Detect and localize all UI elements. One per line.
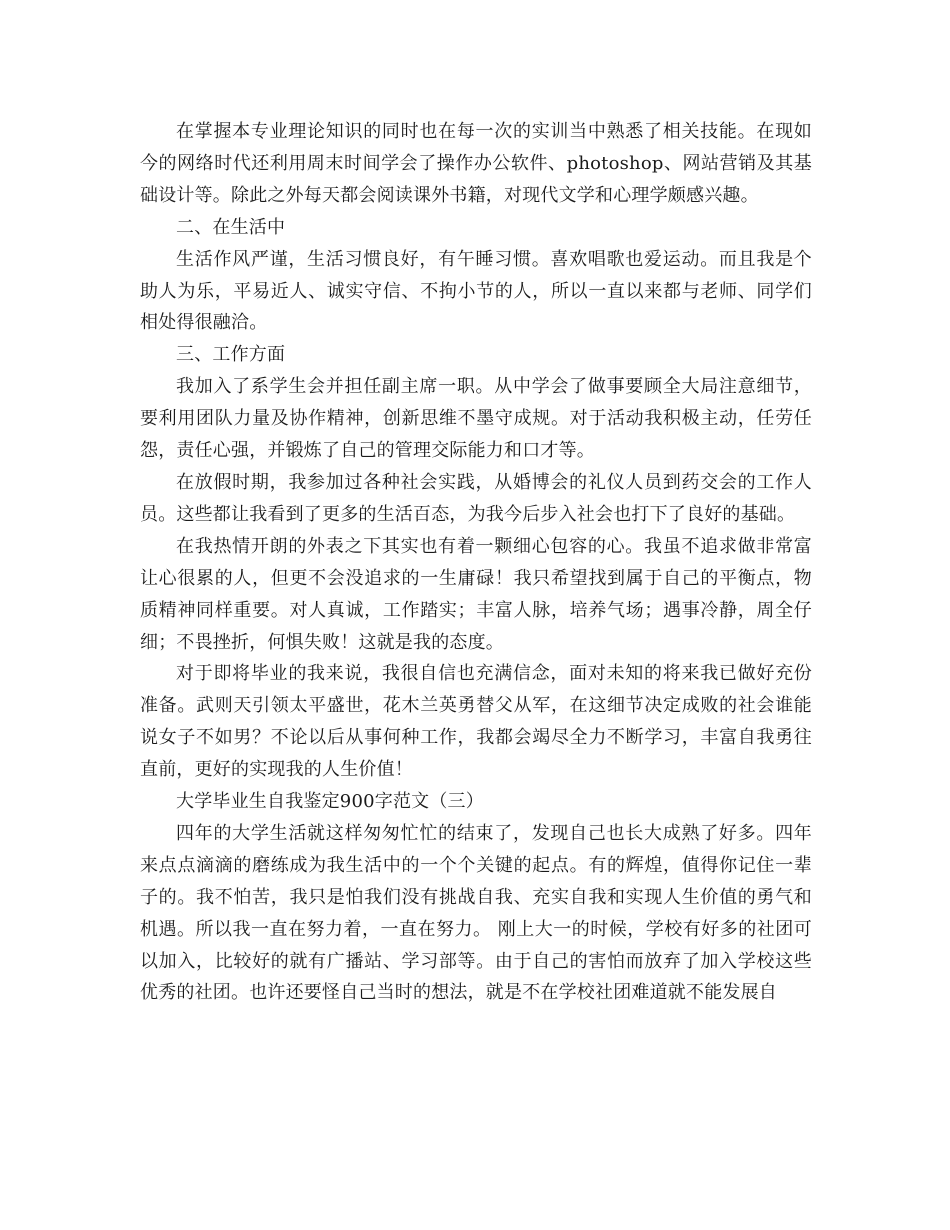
- paragraph-student-union: 我加入了系学生会并担任副主席一职。从中学会了做事要顾全大局注意细节，要利用团队力量及协作精神，创新思维不墨守成规。对于活动我积极主动，任劳任怨，责任心强，并锻炼了自己的管理交际能力和口才等。: [140, 376, 812, 462]
- section-heading-life: 二、在生活中: [176, 216, 286, 238]
- document-body: [140, 116, 812, 1009]
- paragraph-social-practice: 在放假时期，我参加过各种社会实践，从婚博会的礼仪人员到药交会的工作人员。这些都让我看到了更多的生活百态，为我今后步入社会也打下了良好的基础。: [140, 471, 812, 525]
- paragraph-graduation: 对于即将毕业的我来说，我很自信也充满信念，面对未知的将来我已做好充份准备。武则天引领太平盛世，花木兰英勇替父从军，在这细节决定成败的社会谁能说女子不如男？不论以后从事何种工作，我都会竭尽全力不断学习，丰富自我勇往直前，更好的实现我的人生价值！: [140, 663, 812, 781]
- section-heading-sample-three: 大学毕业生自我鉴定900字范文（三）: [176, 791, 484, 813]
- paragraph-life: 生活作风严谨，生活习惯良好，有午睡习惯。喜欢唱歌也爱运动。而且我是个助人为乐，平易近人、诚实守信、不拘小节的人，所以一直以来都与老师、同学们相处得很融洽。: [140, 248, 812, 334]
- paragraph-attitude: 在我热情开朗的外表之下其实也有着一颗细心包容的心。我虽不追求做非常富让心很累的人，但更不会没追求的一生庸碌！我只希望找到属于自己的平衡点，物质精神同样重要。对人真诚，工作踏实；丰富人脉，培养气场；遇事冷静，周全仔细；不畏挫折，何惧失败！这就是我的态度。: [140, 535, 812, 653]
- paragraph-skills: 在掌握本专业理论知识的同时也在每一次的实训当中熟悉了相关技能。在现如今的网络时代还利用周末时间学会了操作办公软件、photoshop、网站营销及其基础设计等。除此之外每天都会阅读课外书籍，对现代文学和心理学颇感兴趣。: [140, 121, 812, 206]
- section-heading-work: 三、工作方面: [176, 344, 286, 366]
- paragraph-four-years: 四年的大学生活就这样匆匆忙忙的结束了，发现自己也长大成熟了好多。四年来点点滴滴的磨练成为我生活中的一个个关键的起点。有的辉煌，值得你记住一辈子的。我不怕苦，我只是怕我们没有挑战自我、充实自我和实现人生价值的勇气和机遇。所以我一直在努力着，一直在努力。 刚上大一的时候，学校有好多的社团可以加入，比较好的就有广播站、学习部等。由于自己的害怕而放弃了加入学校这些优秀的社团。也许还要怪自己当时的想法，就是不在学校社团难道就不能发展自: [140, 822, 812, 1004]
